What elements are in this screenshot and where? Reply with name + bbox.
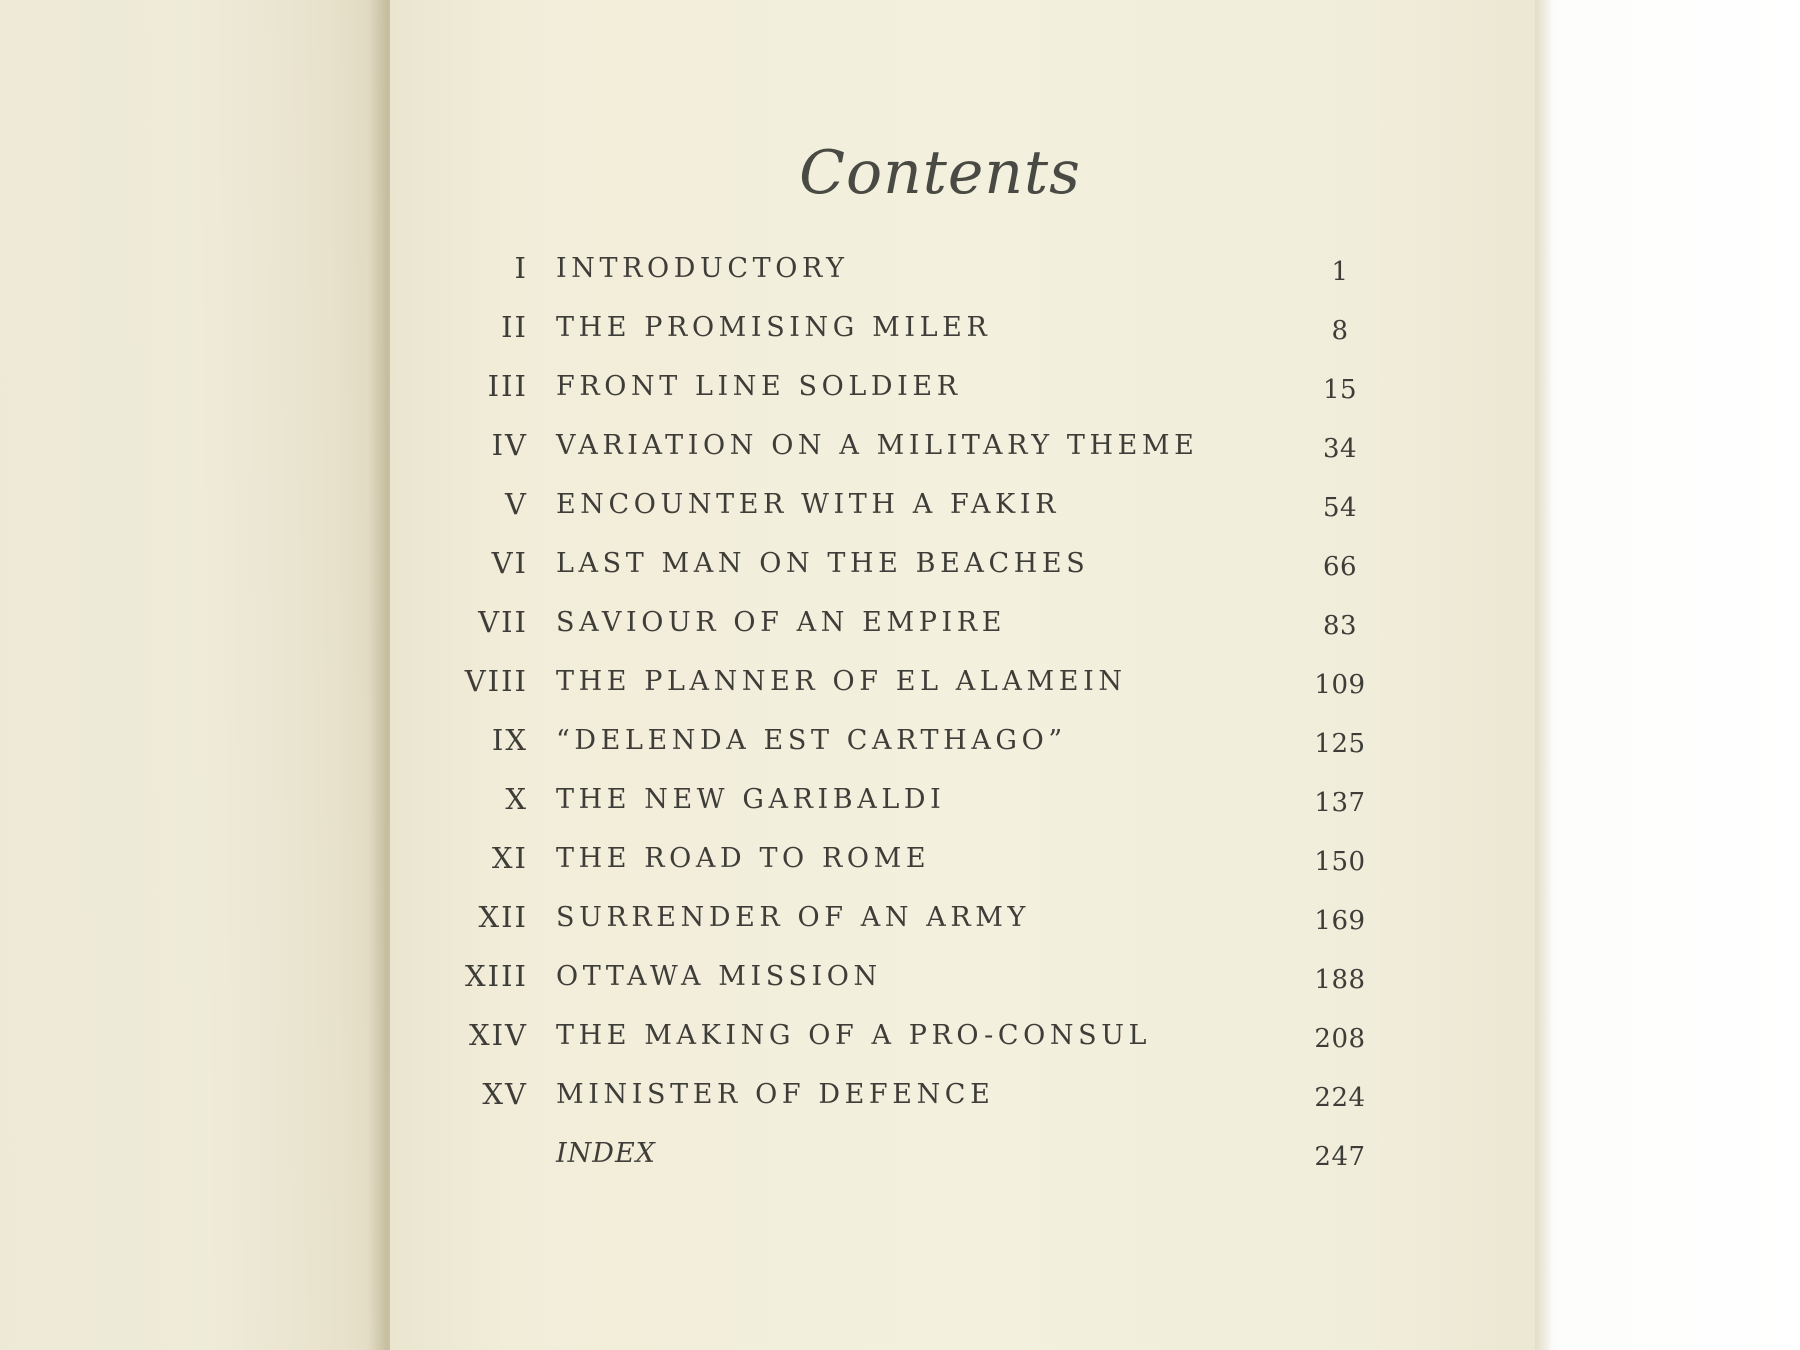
chapter-numeral: IV	[491, 428, 528, 462]
chapter-page: 34	[1322, 434, 1358, 464]
chapter-title: INTRODUCTORY	[556, 253, 849, 284]
chapter-title: OTTAWA MISSION	[556, 961, 882, 992]
chapter-numeral: XIV	[468, 1018, 528, 1052]
chapter-page: 125	[1314, 729, 1366, 759]
toc-entry	[0, 953, 1800, 1012]
chapter-numeral: XI	[491, 841, 528, 875]
chapter-title: THE NEW GARIBALDI	[556, 784, 946, 815]
chapter-title: FRONT LINE SOLDIER	[556, 371, 962, 402]
toc-entry	[0, 422, 1800, 481]
chapter-title: LAST MAN ON THE BEACHES	[556, 548, 1090, 579]
toc-entry	[0, 776, 1800, 835]
chapter-page: 169	[1314, 906, 1366, 936]
chapter-numeral: IX	[491, 723, 528, 757]
toc-entry	[0, 481, 1800, 540]
chapter-title: THE MAKING OF A PRO-CONSUL	[556, 1020, 1152, 1051]
chapter-title: VARIATION ON A MILITARY THEME	[556, 430, 1199, 461]
toc-entry	[0, 245, 1800, 304]
toc-entry	[0, 363, 1800, 422]
chapter-title: THE PLANNER OF EL ALAMEIN	[556, 666, 1127, 697]
toc-entry	[0, 1071, 1800, 1130]
toc-entry	[0, 304, 1800, 363]
chapter-numeral: VI	[491, 546, 528, 580]
chapter-page: 224	[1314, 1083, 1366, 1113]
chapter-title: THE PROMISING MILER	[556, 312, 992, 343]
chapter-page: 188	[1314, 965, 1366, 995]
toc-entry	[0, 540, 1800, 599]
chapter-numeral: I	[514, 251, 528, 285]
toc-entry	[0, 835, 1800, 894]
chapter-page: 137	[1314, 788, 1366, 818]
index-title: INDEX	[556, 1138, 656, 1169]
chapter-numeral: III	[487, 369, 528, 403]
chapter-numeral: II	[501, 310, 528, 344]
chapter-title: THE ROAD TO ROME	[556, 843, 931, 874]
chapter-title: SURRENDER OF AN ARMY	[556, 902, 1030, 933]
chapter-title: SAVIOUR OF AN EMPIRE	[556, 607, 1007, 638]
toc-entry	[0, 1012, 1800, 1071]
toc-entry-index	[0, 1130, 1800, 1189]
chapter-page: 1	[1331, 257, 1349, 287]
chapter-page: 150	[1314, 847, 1366, 877]
chapter-title: MINISTER OF DEFENCE	[556, 1079, 995, 1110]
chapter-numeral: X	[505, 782, 528, 816]
chapter-page: 66	[1322, 552, 1358, 582]
toc-entry	[0, 599, 1800, 658]
chapter-page: 54	[1322, 493, 1358, 523]
chapter-numeral: XV	[482, 1077, 528, 1111]
chapter-numeral: VIII	[464, 664, 528, 698]
chapter-page: 208	[1314, 1024, 1366, 1054]
chapter-page: 83	[1322, 611, 1358, 641]
toc-entry	[0, 894, 1800, 953]
index-page: 247	[1314, 1142, 1366, 1172]
chapter-numeral: XII	[478, 900, 528, 934]
chapter-title: ENCOUNTER WITH A FAKIR	[556, 489, 1061, 520]
contents-heading: Contents	[799, 138, 1081, 208]
chapter-page: 109	[1314, 670, 1366, 700]
toc-entry	[0, 717, 1800, 776]
chapter-page: 15	[1322, 375, 1358, 405]
toc-entry	[0, 658, 1800, 717]
chapter-numeral: VII	[478, 605, 528, 639]
chapter-page: 8	[1331, 316, 1349, 346]
table-of-contents	[0, 245, 1800, 1189]
chapter-numeral: V	[505, 487, 528, 521]
chapter-title: “DELENDA EST CARTHAGO”	[556, 725, 1067, 756]
chapter-numeral: XIII	[464, 959, 528, 993]
